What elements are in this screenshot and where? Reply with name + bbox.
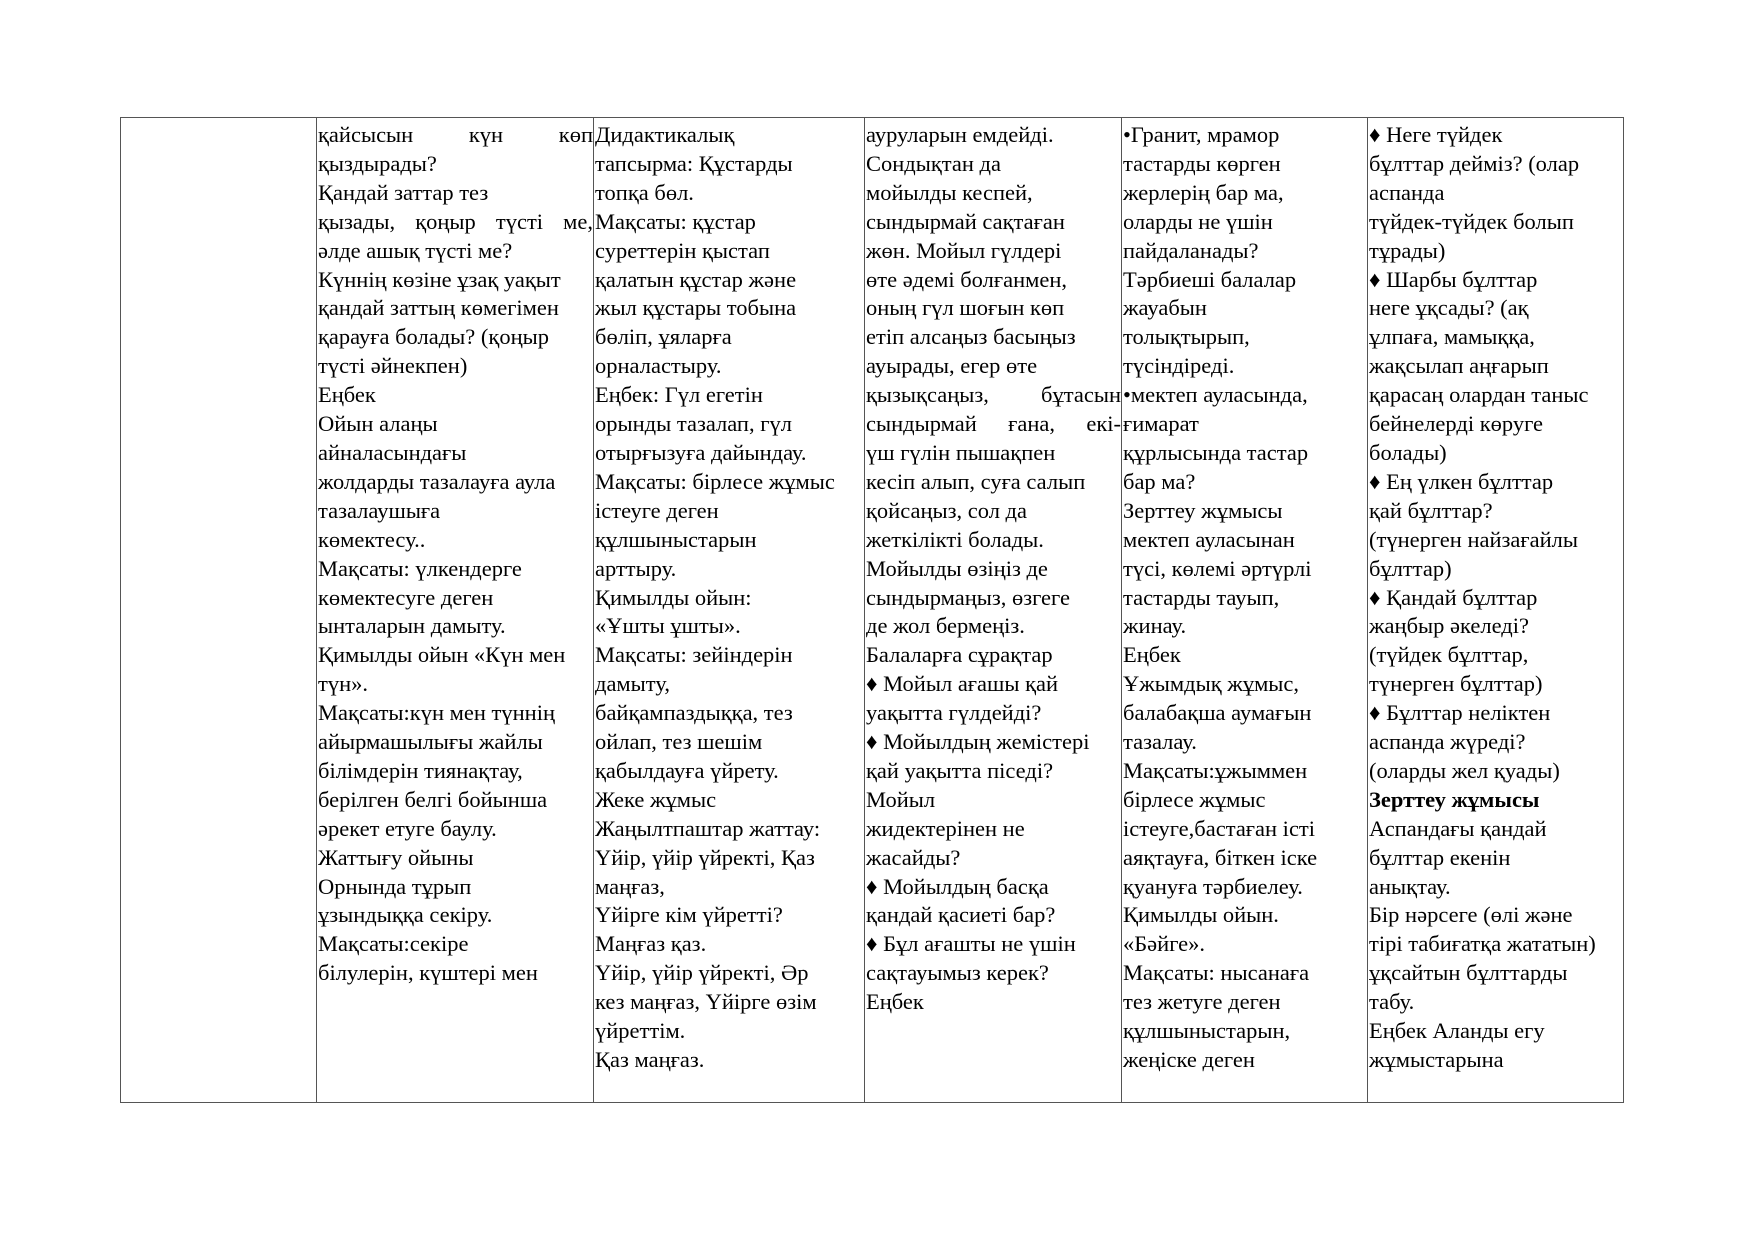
plan-table bbox=[120, 117, 1624, 1103]
cell-text-line: айырмашылығы жайлы bbox=[318, 729, 543, 755]
cell-text-line: де жол бермеңіз. bbox=[866, 613, 1025, 639]
cell-text-line: тұрады) bbox=[1369, 237, 1446, 263]
cell-text-line: Мойыл bbox=[866, 786, 936, 812]
cell-text-line: ауруларын емдейді. bbox=[866, 122, 1054, 147]
cell-text-line: білулерін, күштері мен bbox=[318, 960, 538, 986]
cell-text-line: арттыру. bbox=[595, 555, 677, 581]
cell-text-line: жасайды? bbox=[866, 844, 961, 870]
cell-text-line: түн». bbox=[318, 671, 368, 697]
cell-text-line: Қимылды ойын «Күн мен bbox=[318, 642, 566, 668]
cell-text-line: қарауға болады? (қоңыр bbox=[318, 324, 549, 350]
cell-text-line: ынталарын дамыту. bbox=[318, 613, 506, 639]
cell-heading-line: Зерттеу жұмысы bbox=[1369, 786, 1540, 812]
cell-text-line: жөн. Мойыл гүлдері bbox=[866, 237, 1062, 263]
cell-text-line: аяқтауға, біткен іске bbox=[1123, 844, 1318, 870]
cell-text-line: Мақсаты: нысанаға bbox=[1123, 960, 1310, 986]
cell-text-line: Жаттығу ойыны bbox=[318, 844, 474, 870]
cell-text-line: Үйір, үйір үйректі, Әр bbox=[595, 960, 809, 986]
table-cell-col-1 bbox=[121, 118, 317, 1103]
cell-text-line: Еңбек bbox=[866, 989, 924, 1015]
cell-text-line: Ұжымдық жұмыс, bbox=[1123, 671, 1300, 697]
cell-text-line: жауабын bbox=[1123, 295, 1207, 321]
cell-text-line: үйреттім. bbox=[595, 1018, 686, 1044]
cell-text-line: жидектерінен не bbox=[866, 815, 1025, 841]
cell-text-line: ♦ Мойылдың басқа bbox=[866, 873, 1049, 899]
cell-text-line: ♦ Қандай бұлттар bbox=[1369, 584, 1538, 610]
table-cell-col-5 bbox=[1122, 118, 1368, 1103]
cell-text-line: ♦ Бұл ағашты не үшін bbox=[866, 931, 1076, 957]
cell-text-line: бұлттар) bbox=[1369, 555, 1452, 581]
cell-text-line: (оларды жел қуады) bbox=[1369, 757, 1560, 783]
cell-text-line: жақсылап аңғарып bbox=[1369, 353, 1549, 379]
cell-text-line: ұқсайтын бұлттарды bbox=[1369, 960, 1568, 986]
cell-text-line: Ойын алаңы bbox=[318, 411, 438, 437]
cell-text-line: Аспандағы қандай bbox=[1369, 815, 1547, 841]
cell-text-line: толықтырып, bbox=[1123, 324, 1250, 350]
cell-text-line: (түйдек бұлттар, bbox=[1369, 642, 1529, 668]
cell-text-line: бар ма? bbox=[1123, 468, 1196, 494]
cell-text-line: айналасындағы bbox=[318, 439, 467, 465]
cell-text-line: ♦ Бұлттар неліктен bbox=[1369, 700, 1551, 726]
cell-text-line: Балаларға сұрақтар bbox=[866, 642, 1053, 668]
cell-text-line: маңғаз, bbox=[595, 873, 665, 899]
cell-text-line: Мақсаты: бірлесе жұмыс bbox=[595, 468, 835, 494]
cell-text-line: бірлесе жұмыс bbox=[1123, 786, 1266, 812]
cell-text-line: •мектеп ауласында, bbox=[1123, 382, 1308, 408]
cell-text-line: «Ұшты ұшты». bbox=[595, 613, 741, 639]
cell-text-line: байқампаздыққа, тез bbox=[595, 700, 793, 726]
cell-text-line: Мақсаты: зейіндерін bbox=[595, 642, 793, 668]
cell-text-line: жыл құстары тобына bbox=[595, 295, 797, 321]
cell-text-line: суреттерін қыстап bbox=[595, 237, 770, 263]
cell-text-line: •Гранит, мрамор bbox=[1123, 122, 1280, 147]
cell-text-line: Тәрбиеші балалар bbox=[1123, 266, 1297, 292]
cell-text-line: жинау. bbox=[1123, 613, 1187, 639]
cell-text-line: табу. bbox=[1369, 989, 1415, 1015]
cell-text-line: қандай заттың көмегімен bbox=[318, 295, 559, 321]
cell-text-line: неге ұқсады? (ақ bbox=[1369, 295, 1529, 321]
cell-text-line: кесіп алып, суға салып bbox=[866, 468, 1086, 494]
cell-text-line: Еңбек bbox=[1123, 642, 1181, 668]
cell-text-line: қандай қасиеті бар? bbox=[866, 902, 1056, 928]
cell-text-line: тазалау. bbox=[1123, 729, 1197, 755]
cell-text-line: Қимылды ойын: bbox=[595, 584, 752, 610]
cell-text-line: түсіндіреді. bbox=[1123, 353, 1235, 379]
cell-text-line: жаңбыр әкеледі? bbox=[1369, 613, 1529, 639]
cell-text-line: қай уақытта піседі? bbox=[866, 757, 1054, 783]
cell-text-line: тазалаушыға bbox=[318, 497, 441, 523]
cell-text-line: Мойылды өзіңіз де bbox=[866, 555, 1048, 581]
cell-text-line: Мақсаты:күн мен түннің bbox=[318, 700, 555, 726]
cell-text-line: түсі, көлемі әртүрлі bbox=[1123, 555, 1312, 581]
cell-text-line: әлде ашық түсті ме? bbox=[318, 237, 513, 263]
cell-text-line: қуануға тәрбиелеу. bbox=[1123, 873, 1303, 899]
cell-text-line: үш гүлін пышақпен bbox=[866, 439, 1056, 465]
cell-text-line: пайдаланады? bbox=[1123, 237, 1259, 263]
cell-text-line: Зерттеу жұмысы bbox=[1123, 497, 1283, 523]
cell-text-line: қарасаң олардан таныс bbox=[1369, 382, 1589, 408]
cell-text-line: уақытта гүлдейді? bbox=[866, 700, 1042, 726]
cell-text-line: Үйірге кім үйретті? bbox=[595, 902, 783, 928]
cell-text-line: ғимарат bbox=[1123, 411, 1199, 437]
cell-text-line: Бір нәрсеге (өлі және bbox=[1369, 902, 1573, 928]
cell-text-line: ойлап, тез шешім bbox=[595, 729, 763, 755]
cell-text-line: сындырмай ғана, екі- bbox=[866, 411, 1121, 437]
cell-text-line: бұлттар екенін bbox=[1369, 844, 1511, 870]
table-row bbox=[121, 118, 1624, 1103]
cell-text-line: өте әдемі болғанмен, bbox=[866, 266, 1068, 292]
cell-text-line: Қандай заттар тез bbox=[318, 179, 489, 205]
cell-text-line: тастарды тауып, bbox=[1123, 584, 1280, 610]
cell-text-line: істеуге,бастаған істі bbox=[1123, 815, 1316, 841]
cell-text-line: «Бәйге». bbox=[1123, 931, 1205, 957]
cell-text-line: жұмыстарына bbox=[1369, 1047, 1504, 1072]
cell-text-line: Мақсаты:секіре bbox=[318, 931, 469, 957]
cell-text-line: Қаз маңғаз. bbox=[595, 1047, 705, 1072]
cell-text-line: сындырмай сақтаған bbox=[866, 208, 1065, 234]
cell-text-line: бөліп, ұяларға bbox=[595, 324, 732, 350]
cell-text-line: орынды тазалап, гүл bbox=[595, 411, 792, 437]
cell-text-line: Маңғаз қаз. bbox=[595, 931, 707, 957]
cell-text-line: құлшыныстарын, bbox=[1123, 1018, 1291, 1044]
table-cell-col-3 bbox=[594, 118, 865, 1103]
cell-text-line: қойсаңыз, сол да bbox=[866, 497, 1027, 523]
cell-text-line: істеуге деген bbox=[595, 497, 719, 523]
cell-text-line: балабақша аумағын bbox=[1123, 700, 1312, 726]
table-cell-col-2 bbox=[317, 118, 594, 1103]
cell-text-line: тірі табиғатқа жататын) bbox=[1369, 931, 1596, 957]
cell-text-line: аспанда bbox=[1369, 179, 1445, 205]
cell-text-line: Еңбек bbox=[318, 382, 376, 408]
cell-text-line: құрлысында тастар bbox=[1123, 439, 1309, 465]
cell-text-line: жеткілікті болады. bbox=[866, 526, 1044, 552]
cell-text-line: аспанда жүреді? bbox=[1369, 729, 1526, 755]
cell-text-line: білімдерін тиянақтау, bbox=[318, 757, 523, 783]
cell-text-line: әрекет етуге баулу. bbox=[318, 815, 497, 841]
cell-text-line: ♦ Неге түйдек bbox=[1369, 122, 1503, 147]
cell-text-line: Еңбек: Гүл егетін bbox=[595, 382, 763, 408]
cell-text-line: қай бұлттар? bbox=[1369, 497, 1493, 523]
cell-text-line: бейнелерді көруге bbox=[1369, 411, 1544, 437]
table-cell-col-6 bbox=[1368, 118, 1624, 1103]
cell-text-line: Мақсаты: құстар bbox=[595, 208, 756, 234]
cell-text-line: Үйір, үйір үйректі, Қаз bbox=[595, 844, 815, 870]
cell-text-line: жолдарды тазалауға аула bbox=[318, 468, 556, 494]
cell-text-line: Қимылды ойын. bbox=[1123, 902, 1279, 928]
cell-text-line: тапсырма: Құстарды bbox=[595, 150, 793, 176]
cell-text-line: орналастыру. bbox=[595, 353, 722, 379]
cell-text-line: берілген белгі бойынша bbox=[318, 786, 548, 812]
cell-text-line: сақтауымыз керек? bbox=[866, 960, 1049, 986]
cell-text-line: ауырады, егер өте bbox=[866, 353, 1038, 379]
cell-text-line: ұзындыққа секіру. bbox=[318, 902, 493, 928]
cell-text-line: сындырмаңыз, өзгеге bbox=[866, 584, 1070, 610]
cell-text-line: Мақсаты: үлкендерге bbox=[318, 555, 522, 581]
cell-text-line: бұлттар дейміз? (олар bbox=[1369, 150, 1580, 176]
cell-text-line: тез жетуге деген bbox=[1123, 989, 1281, 1015]
cell-text-line: түйдек-түйдек болып bbox=[1369, 208, 1574, 234]
cell-text-line: жеңіске деген bbox=[1123, 1047, 1255, 1072]
cell-text-line: ♦ Мойылдың жемістері bbox=[866, 729, 1090, 755]
cell-text-line: Күннің көзіне ұзақ уақыт bbox=[318, 266, 561, 292]
cell-text-line: қыздырады? bbox=[318, 150, 437, 176]
cell-text-line: Дидактикалық bbox=[595, 122, 735, 147]
cell-text-line: түнерген бұлттар) bbox=[1369, 671, 1543, 697]
cell-text-line: түсті әйнекпен) bbox=[318, 353, 468, 379]
table-cell-col-4 bbox=[865, 118, 1122, 1103]
cell-text-line: ұлпаға, мамыққа, bbox=[1369, 324, 1535, 350]
cell-text-line: тастарды көрген bbox=[1123, 150, 1281, 176]
cell-text-line: оларды не үшін bbox=[1123, 208, 1273, 234]
cell-text-line: топқа бөл. bbox=[595, 179, 694, 205]
cell-text-line: ♦ Мойыл ағашы қай bbox=[866, 671, 1059, 697]
cell-text-line: ♦ Шарбы бұлттар bbox=[1369, 266, 1538, 292]
cell-text-line: Орнында тұрып bbox=[318, 873, 472, 899]
cell-text-line: Жаңылтпаштар жаттау: bbox=[595, 815, 821, 841]
cell-text-line: көмектесу.. bbox=[318, 526, 426, 552]
cell-text-line: Мақсаты:ұжыммен bbox=[1123, 757, 1308, 783]
cell-text-line: дамыту, bbox=[595, 671, 670, 697]
cell-text-line: кез маңғаз, Үйірге өзім bbox=[595, 989, 817, 1015]
cell-text-line: етіп алсаңыз басыңыз bbox=[866, 324, 1076, 350]
cell-text-line: құлшыныстарын bbox=[595, 526, 757, 552]
cell-text-line: оның гүл шоғын көп bbox=[866, 295, 1065, 321]
cell-text-line: отырғызуға дайындау. bbox=[595, 439, 807, 465]
cell-text-line: болады) bbox=[1369, 439, 1447, 465]
cell-text-line: қайсысын күн көп bbox=[318, 122, 593, 147]
cell-text-line: Жеке жұмыс bbox=[595, 786, 717, 812]
cell-text-line: көмектесуге деген bbox=[318, 584, 494, 610]
cell-text-line: Сондықтан да bbox=[866, 150, 1001, 176]
cell-text-line: мойылды кеспей, bbox=[866, 179, 1033, 205]
cell-text-line: қызады, қоңыр түсті ме, bbox=[318, 208, 593, 234]
cell-text-line: қызықсаңыз, бұтасын bbox=[866, 382, 1121, 408]
cell-text-line: анықтау. bbox=[1369, 873, 1451, 899]
cell-text-line: жерлерің бар ма, bbox=[1123, 179, 1284, 205]
cell-text-line: ♦ Ең үлкен бұлттар bbox=[1369, 468, 1554, 494]
cell-text-line: Еңбек Аланды егу bbox=[1369, 1018, 1545, 1044]
cell-text-line: мектеп ауласынан bbox=[1123, 526, 1295, 552]
cell-text-line: қабылдауға үйрету. bbox=[595, 757, 779, 783]
cell-text-line: қалатын құстар және bbox=[595, 266, 797, 292]
cell-text-line: (түнерген найзағайлы bbox=[1369, 526, 1578, 552]
